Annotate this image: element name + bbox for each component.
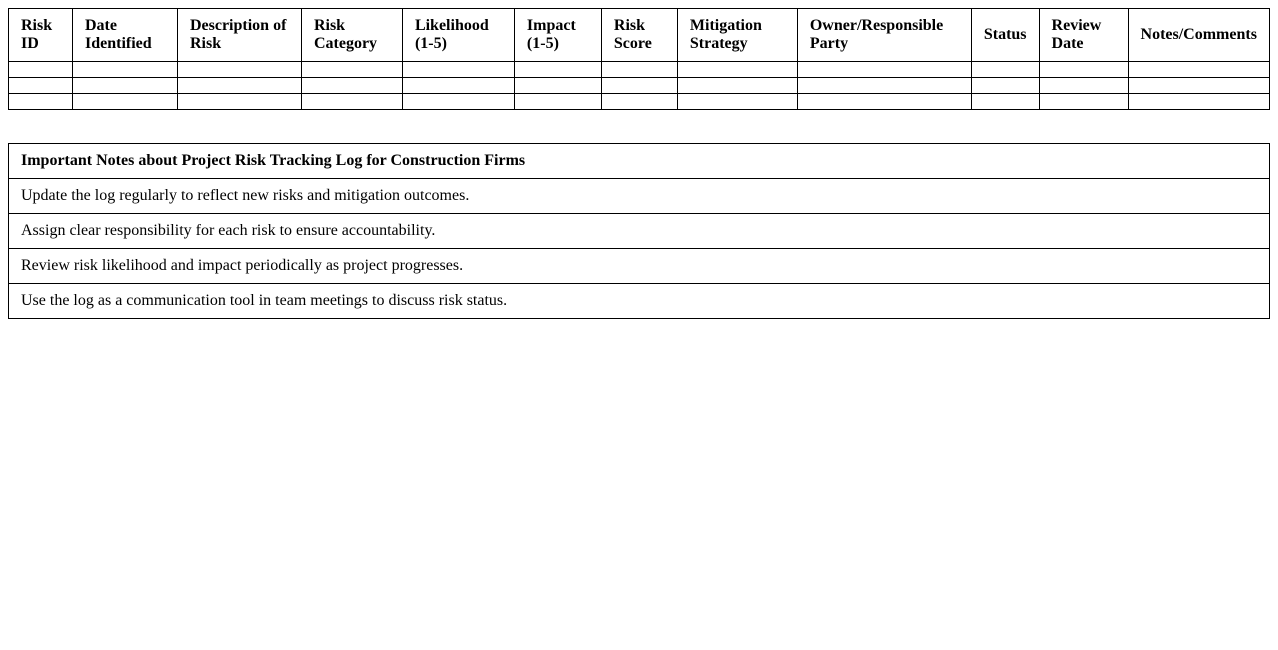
table-cell[interactable]: [1128, 78, 1269, 94]
table-row: [9, 94, 1270, 110]
table-cell[interactable]: [1039, 78, 1128, 94]
table-cell[interactable]: [177, 78, 301, 94]
table-cell[interactable]: [677, 94, 797, 110]
column-header-impact: Impact (1-5): [514, 9, 601, 62]
table-cell[interactable]: [9, 94, 73, 110]
note-item: Review risk likelihood and impact periodically as project progresses.: [9, 249, 1270, 284]
table-cell[interactable]: [177, 94, 301, 110]
column-header-status: Status: [971, 9, 1039, 62]
table-cell[interactable]: [677, 62, 797, 78]
column-header-risk-id: Risk ID: [9, 9, 73, 62]
column-header-risk-category: Risk Category: [301, 9, 402, 62]
important-notes-table: [8, 143, 1270, 319]
table-cell[interactable]: [971, 62, 1039, 78]
table-cell[interactable]: [177, 62, 301, 78]
table-cell[interactable]: [402, 78, 514, 94]
table-cell[interactable]: [301, 94, 402, 110]
table-cell[interactable]: [514, 94, 601, 110]
list-item: [9, 249, 1270, 284]
risk-table-body: [9, 62, 1270, 110]
table-cell[interactable]: [9, 62, 73, 78]
table-cell[interactable]: [971, 94, 1039, 110]
table-cell[interactable]: [601, 62, 677, 78]
table-cell[interactable]: [601, 78, 677, 94]
table-cell[interactable]: [402, 62, 514, 78]
table-header-row: [9, 9, 1270, 62]
table-cell[interactable]: [301, 62, 402, 78]
table-cell[interactable]: [301, 78, 402, 94]
column-header-likelihood: Likelihood (1-5): [402, 9, 514, 62]
list-item: [9, 284, 1270, 319]
table-cell[interactable]: [601, 94, 677, 110]
table-cell[interactable]: [72, 94, 177, 110]
table-cell[interactable]: [1128, 62, 1269, 78]
notes-title-row: [9, 144, 1270, 179]
column-header-review-date: Review Date: [1039, 9, 1128, 62]
notes-title: Important Notes about Project Risk Tracking Log for Construction Firms: [9, 144, 1270, 179]
list-item: [9, 179, 1270, 214]
table-cell[interactable]: [1128, 94, 1269, 110]
table-cell[interactable]: [797, 62, 971, 78]
column-header-notes: Notes/Comments: [1128, 9, 1269, 62]
risk-tracking-table: [8, 8, 1270, 110]
note-item: Update the log regularly to reflect new risks and mitigation outcomes.: [9, 179, 1270, 214]
table-cell[interactable]: [514, 62, 601, 78]
column-header-description: Description of Risk: [177, 9, 301, 62]
table-cell[interactable]: [797, 94, 971, 110]
table-cell[interactable]: [971, 78, 1039, 94]
table-cell[interactable]: [797, 78, 971, 94]
table-cell[interactable]: [1039, 62, 1128, 78]
table-cell[interactable]: [1039, 94, 1128, 110]
column-header-mitigation-strategy: Mitigation Strategy: [677, 9, 797, 62]
table-row: [9, 78, 1270, 94]
table-row: [9, 62, 1270, 78]
column-header-date-identified: Date Identified: [72, 9, 177, 62]
table-cell[interactable]: [402, 94, 514, 110]
list-item: [9, 214, 1270, 249]
column-header-owner: Owner/Responsible Party: [797, 9, 971, 62]
table-cell[interactable]: [677, 78, 797, 94]
table-cell[interactable]: [72, 78, 177, 94]
table-cell[interactable]: [9, 78, 73, 94]
note-item: Use the log as a communication tool in team meetings to discuss risk status.: [9, 284, 1270, 319]
table-cell[interactable]: [514, 78, 601, 94]
table-cell[interactable]: [72, 62, 177, 78]
column-header-risk-score: Risk Score: [601, 9, 677, 62]
note-item: Assign clear responsibility for each risk to ensure accountability.: [9, 214, 1270, 249]
